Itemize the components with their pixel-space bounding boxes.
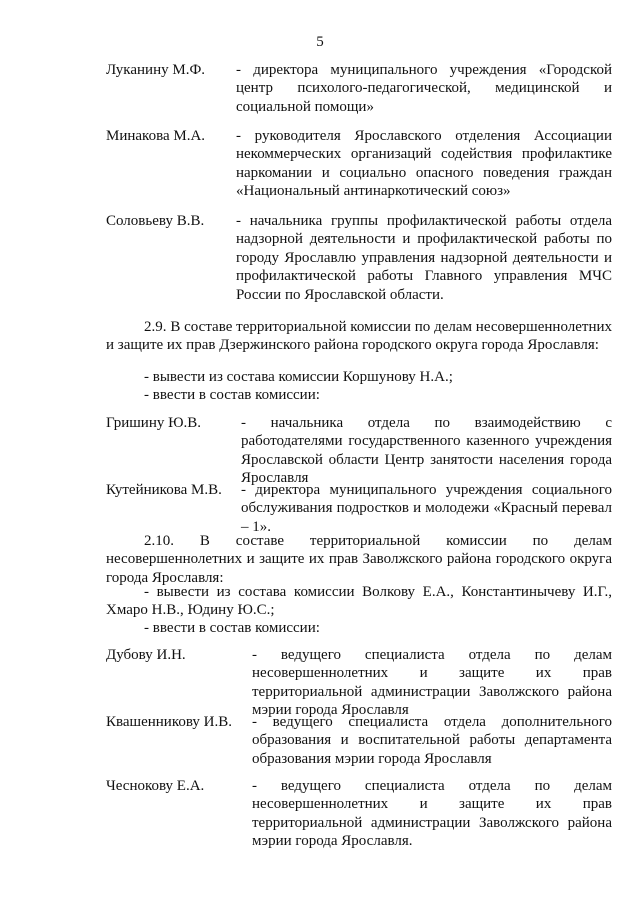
page-number: 5 [316, 34, 324, 50]
member-entry-lukanina [106, 61, 612, 117]
member-name: Гришину Ю.В. [106, 415, 202, 431]
member-description: - ведущего специалиста отдела по делам несовершеннолетних и защите их прав территориальной администрации Заволжского района мэрии города Ярославля [252, 647, 612, 719]
member-description: - начальника группы профилактической работы отдела надзорной деятельности и профилактической работы по городу Ярославлю управления надзорной деятельности и профилактической работы Главного управления МЧС России по Ярославской области. [236, 213, 612, 303]
member-description: - директора муниципального учреждения «Городской центр психолого-педагогической, медицинской и социальной помощи» [236, 62, 612, 115]
member-name: Кутейникова М.В. [106, 482, 222, 498]
member-description: - ведущего специалиста отдела по делам несовершеннолетних и защите их прав территориальной администрации Заволжского района мэрии города Ярославля. [252, 778, 612, 850]
section-2-9-intro: 2.9. В составе территориальной комиссии по делам несовершеннолетних и защите их прав Дзержинского района городского округа города Ярославля: [106, 319, 612, 354]
member-description: - руководителя Ярославского отделения Ассоциации некоммерческих организаций содействия профилактике наркомании и социально опасного поведения граждан «Национальный антинаркотический союз» [236, 128, 612, 200]
member-entry-chesnokova [106, 777, 612, 850]
member-name: Минакова М.А. [106, 128, 206, 144]
member-name: Соловьеву В.В. [106, 213, 205, 229]
section-2-9-add-line: - ввести в состав комиссии: [144, 387, 320, 403]
member-name: Дубову И.Н. [106, 647, 186, 663]
member-description: - директора муниципального учреждения социального обслуживания подростков и молодежи «Красный перевал – 1». [241, 482, 612, 535]
section-2-10-add-line: - ввести в состав комиссии: [144, 620, 320, 636]
member-description: - начальника отдела по взаимодействию с работодателями государственного казенного учреждения Ярославской области Центр занятости населения города Ярославля [241, 415, 612, 487]
member-entry-kuteynikova [106, 481, 612, 537]
member-entry-solovyeva [106, 212, 612, 304]
section-2-10-remove-line: - вывести из состава комиссии Волкову Е.А., Константинычеву И.Г., Хмаро Н.В., Юдину Ю.С.; [106, 584, 612, 619]
member-entry-dubova [106, 646, 612, 719]
member-description: - ведущего специалиста отдела дополнительного образования и воспитательной работы департамента образования мэрии города Ярославля [252, 714, 612, 767]
member-entry-grishina [106, 414, 612, 487]
section-2-9-remove-line: - вывести из состава комиссии Коршунову Н.А.; [144, 369, 453, 385]
section-2-10-intro: 2.10. В составе территориальной комиссии по делам несовершеннолетних и защите их прав Заволжского района городского округа города Ярославля: [106, 533, 612, 586]
member-name: Квашенникову И.В. [106, 714, 233, 730]
member-name: Чеснокову Е.А. [106, 778, 205, 794]
member-entry-kvashennikova [106, 713, 612, 769]
member-entry-minakova [106, 127, 612, 201]
member-name: Луканину М.Ф. [106, 62, 206, 78]
